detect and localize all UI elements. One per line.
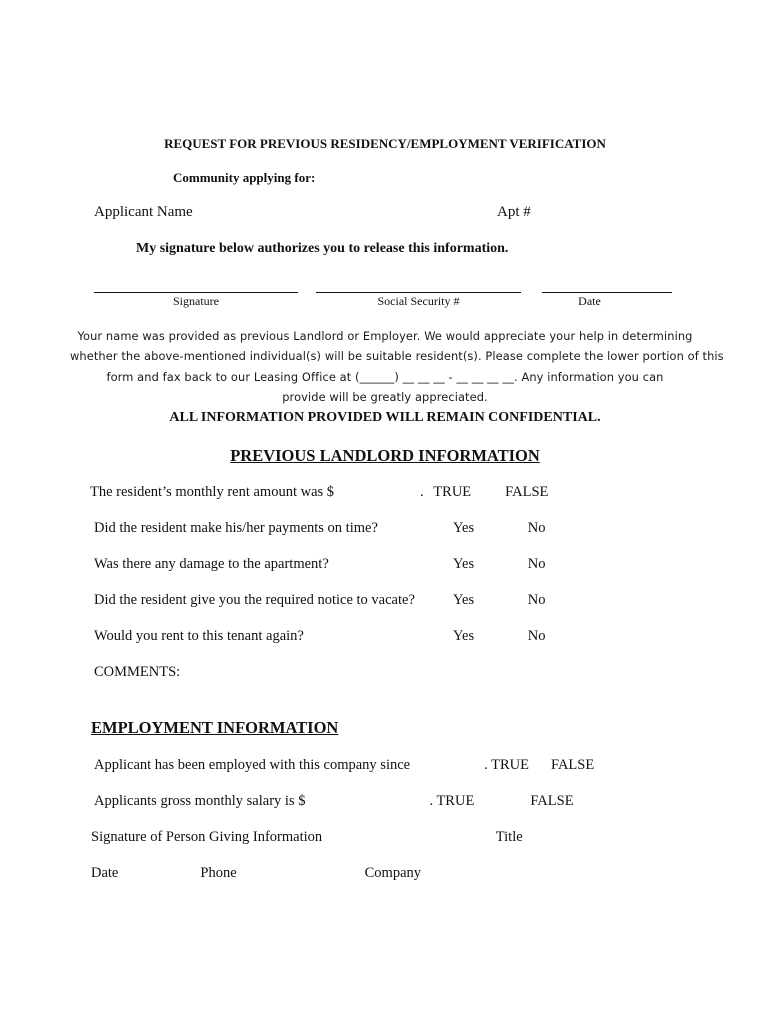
- date-label: Date: [91, 865, 119, 881]
- damage-no-blank[interactable]: [545, 557, 603, 571]
- employed-false-label: FALSE: [550, 757, 595, 773]
- notice-line-2: whether the above-mentioned individual(s) will be suitable resident(s). Please complete the lower portion of this: [70, 349, 724, 363]
- notice-line-1: Your name was provided as previous Landlord or Employer. We would appreciate your help in determining: [77, 329, 693, 343]
- apt-label: Apt #: [497, 204, 531, 220]
- salary-false-blank[interactable]: [574, 794, 610, 808]
- damage-yes-blank[interactable]: [478, 557, 528, 571]
- notice-line-4: provide will be greatly appreciated.: [282, 390, 488, 404]
- employer-signature-row: [91, 829, 621, 846]
- employed-period: .: [484, 757, 488, 773]
- salary-row: [94, 793, 610, 810]
- answer-rent-again: [453, 628, 603, 645]
- question-payments: Did the resident make his/her payments on time?: [94, 520, 378, 536]
- rent-true-label: TRUE: [433, 484, 472, 500]
- rent-label: The resident’s monthly rent amount was $: [90, 484, 335, 500]
- apt-row: [497, 204, 677, 221]
- date-caption: Date: [578, 294, 601, 308]
- salary-input[interactable]: [305, 794, 429, 808]
- comments-label: COMMENTS:: [94, 664, 181, 680]
- rent-again-no-blank[interactable]: [545, 629, 603, 643]
- no-label: No: [527, 520, 546, 536]
- confidential-statement: ALL INFORMATION PROVIDED WILL REMAIN CONFIDENTIAL.: [169, 410, 601, 425]
- community-label: Community applying for:: [173, 170, 316, 185]
- landlord-heading: PREVIOUS LANDLORD INFORMATION: [230, 446, 540, 465]
- applicant-name-input[interactable]: [200, 205, 418, 219]
- no-label: No: [527, 592, 546, 608]
- salary-true-blank[interactable]: [474, 794, 530, 808]
- community-row: [173, 170, 593, 186]
- answer-damage: [453, 556, 603, 573]
- title-input[interactable]: [523, 830, 621, 844]
- signature-date-line[interactable]: [542, 292, 672, 293]
- ssn-line[interactable]: [316, 292, 521, 293]
- answer-notice: [453, 592, 603, 609]
- payments-yes-blank[interactable]: [478, 521, 528, 535]
- employer-signature-label: Signature of Person Giving Information: [91, 829, 323, 845]
- applicant-signature-line[interactable]: [94, 292, 298, 293]
- community-input[interactable]: [323, 171, 593, 185]
- rent-false-label: FALSE: [505, 484, 549, 500]
- question-notice: Did the resident give you the required notice to vacate?: [94, 592, 415, 608]
- signature-caption: Signature: [173, 294, 219, 308]
- phone-label: Phone: [200, 865, 237, 881]
- comments-row: [94, 664, 636, 681]
- rent-false-blank[interactable]: [548, 485, 584, 499]
- notice-yes-blank[interactable]: [478, 593, 528, 607]
- no-label: No: [527, 628, 546, 644]
- applicant-row: [94, 204, 418, 221]
- yes-label: Yes: [453, 628, 475, 644]
- employed-false-blank[interactable]: [594, 758, 616, 772]
- authorization-statement: My signature below authorizes you to release this information.: [136, 241, 509, 256]
- answer-payments: [453, 520, 603, 537]
- rent-again-yes-blank[interactable]: [478, 629, 528, 643]
- rent-amount-input[interactable]: [334, 485, 420, 499]
- notice-no-blank[interactable]: [545, 593, 603, 607]
- comments-input[interactable]: [186, 665, 636, 679]
- question-damage: Was there any damage to the apartment?: [94, 556, 329, 572]
- company-label: Company: [364, 865, 422, 881]
- salary-false-label: FALSE: [530, 793, 574, 809]
- ssn-caption: Social Security #: [377, 294, 460, 308]
- title-label: Title: [495, 829, 523, 845]
- employed-true-blank[interactable]: [529, 758, 551, 772]
- yes-label: Yes: [453, 592, 475, 608]
- employed-true-label: TRUE: [491, 757, 529, 773]
- yes-label: Yes: [453, 520, 475, 536]
- contact-row: [91, 865, 627, 882]
- rent-period: .: [420, 484, 424, 500]
- salary-label: Applicants gross monthly salary is $: [94, 793, 306, 809]
- yes-label: Yes: [453, 556, 475, 572]
- payments-no-blank[interactable]: [545, 521, 603, 535]
- applicant-name-label: Applicant Name: [94, 204, 193, 220]
- date-input[interactable]: [118, 866, 200, 880]
- employed-since-label: Applicant has been employed with this company since: [94, 757, 411, 773]
- employer-signature-input[interactable]: [328, 830, 496, 844]
- salary-period: .: [429, 793, 434, 809]
- rent-row: [90, 484, 584, 501]
- form-title: REQUEST FOR PREVIOUS RESIDENCY/EMPLOYMENT VERIFICATION: [164, 136, 606, 151]
- company-input[interactable]: [421, 866, 627, 880]
- phone-input[interactable]: [237, 866, 365, 880]
- rent-true-blank[interactable]: [471, 485, 505, 499]
- notice-line-3: form and fax back to our Leasing Office at (______) __ __ __ - __ __ __ __. Any information you can: [106, 370, 664, 384]
- no-label: No: [527, 556, 546, 572]
- employment-heading: EMPLOYMENT INFORMATION: [91, 718, 339, 737]
- employed-since-input[interactable]: [410, 758, 484, 772]
- question-rent-again: Would you rent to this tenant again?: [94, 628, 304, 644]
- salary-true-label: TRUE: [436, 793, 475, 809]
- employed-since-row: [94, 757, 616, 774]
- apt-input[interactable]: [535, 205, 677, 219]
